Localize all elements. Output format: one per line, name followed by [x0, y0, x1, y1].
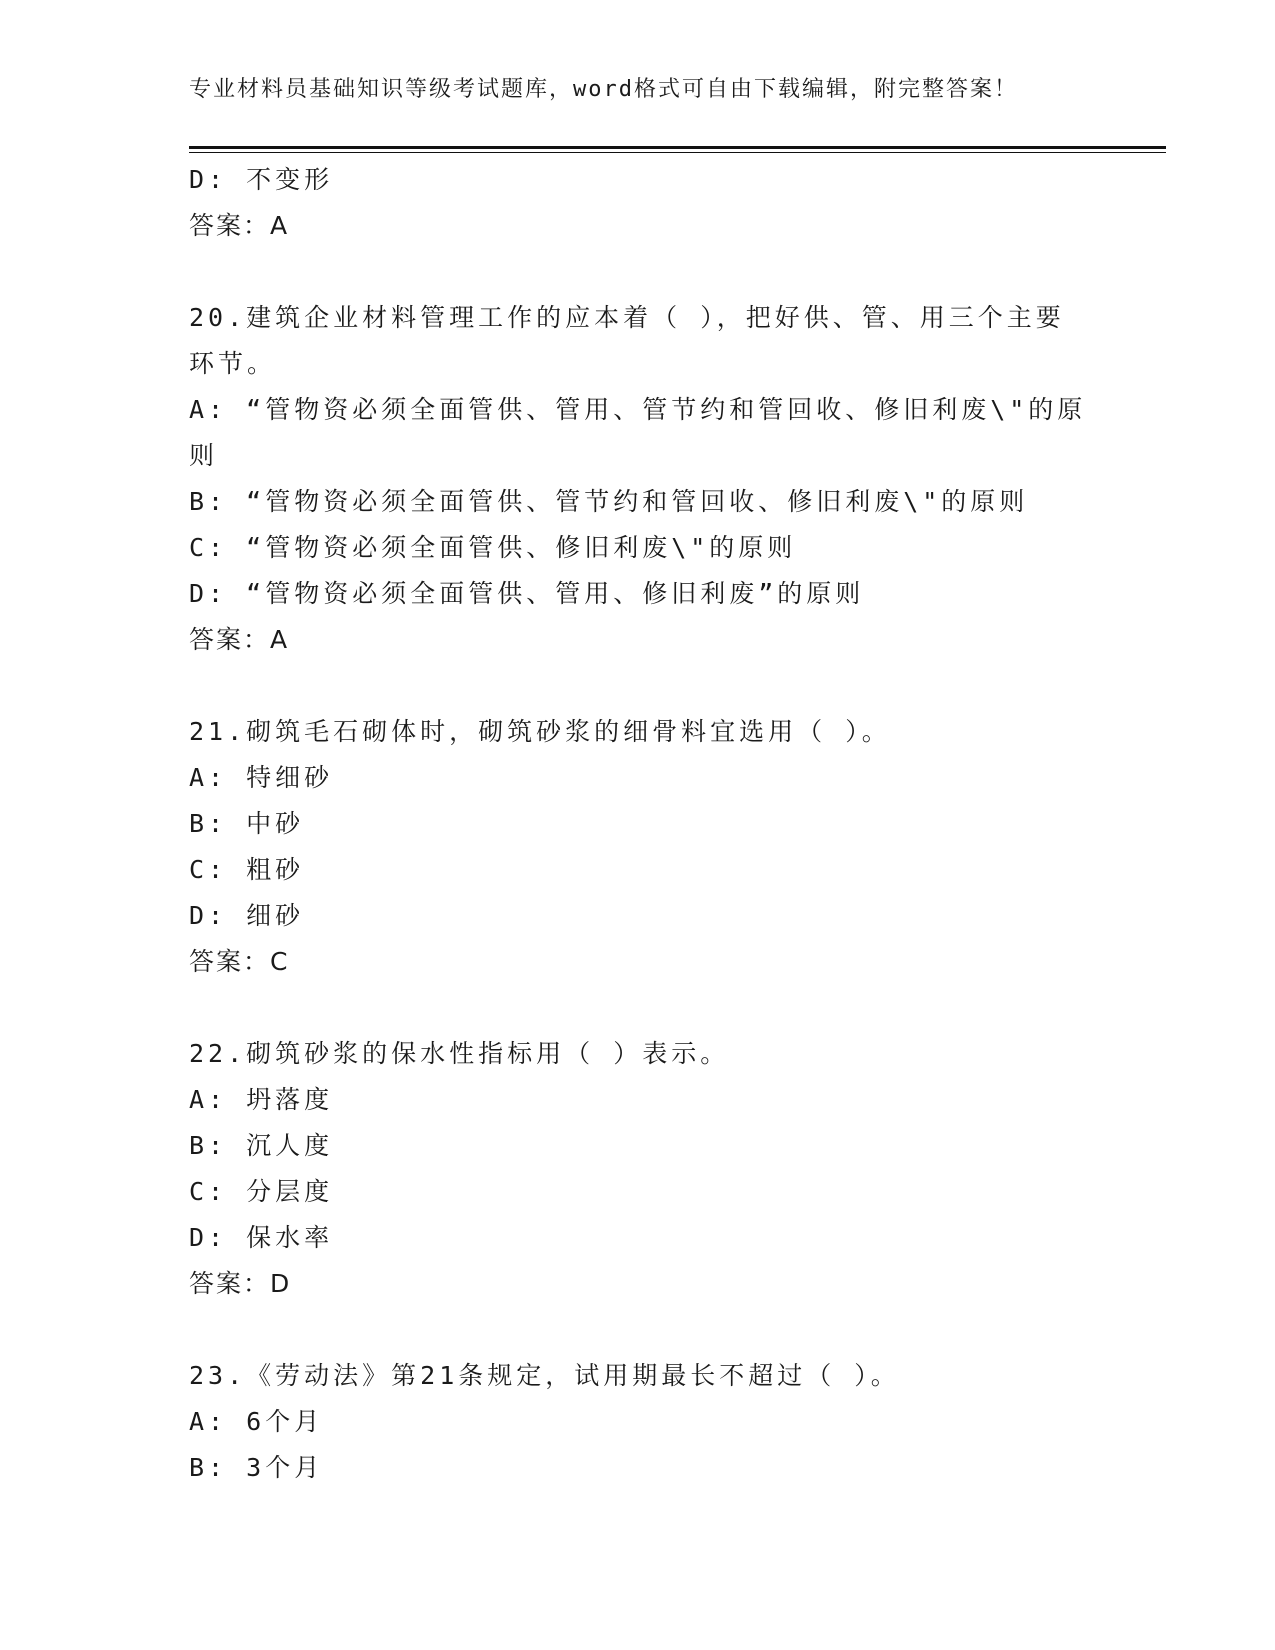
option-d: D: “管物资必须全面管供、管用、修旧利废”的原则 — [189, 579, 865, 608]
option-b: B: 中砂 — [189, 809, 305, 838]
option-c: C: 分层度 — [189, 1177, 334, 1206]
answer-line: 答案：A — [189, 625, 290, 654]
option-a: A: “管物资必须全面管供、管用、管节约和管回收、修旧利废\"的原 — [189, 395, 1087, 424]
option-a-cont: 则 — [189, 441, 219, 470]
header-rule-thick — [189, 146, 1166, 149]
spacer — [189, 249, 1119, 295]
page-header: 专业材料员基础知识等级考试题库，word格式可自由下载编辑，附完整答案！ — [189, 77, 1018, 102]
option-d: D: 不变形 — [189, 165, 334, 194]
answer-line: 答案：D — [189, 1269, 292, 1298]
answer-line: 答案：A — [189, 211, 290, 240]
option-b: B: “管物资必须全面管供、管节约和管回收、修旧利废\"的原则 — [189, 487, 1029, 516]
question-22: 22.砌筑砂浆的保水性指标用（ ）表示。 — [189, 1039, 730, 1068]
spacer — [189, 1307, 1119, 1353]
spacer — [189, 663, 1119, 709]
question-20-cont: 环节。 — [189, 349, 277, 378]
header-rule-thin — [189, 152, 1166, 153]
spacer — [189, 985, 1119, 1031]
option-d: D: 保水率 — [189, 1223, 334, 1252]
option-d: D: 细砂 — [189, 901, 305, 930]
option-b: B: 3个月 — [189, 1453, 324, 1482]
question-23: 23.《劳动法》第21条规定，试用期最长不超过（ ）。 — [189, 1361, 900, 1390]
question-20: 20.建筑企业材料管理工作的应本着（ ），把好供、管、用三个主要 — [189, 303, 1065, 332]
question-21: 21.砌筑毛石砌体时，砌筑砂浆的细骨料宜选用（ ）。 — [189, 717, 891, 746]
option-a: A: 6个月 — [189, 1407, 324, 1436]
option-c: C: 粗砂 — [189, 855, 305, 884]
option-a: A: 坍落度 — [189, 1085, 334, 1114]
answer-line: 答案：C — [189, 947, 290, 976]
option-a: A: 特细砂 — [189, 763, 334, 792]
option-b: B: 沉人度 — [189, 1131, 334, 1160]
option-c: C: “管物资必须全面管供、修旧利废\"的原则 — [189, 533, 797, 562]
question-content — [189, 157, 1119, 1491]
